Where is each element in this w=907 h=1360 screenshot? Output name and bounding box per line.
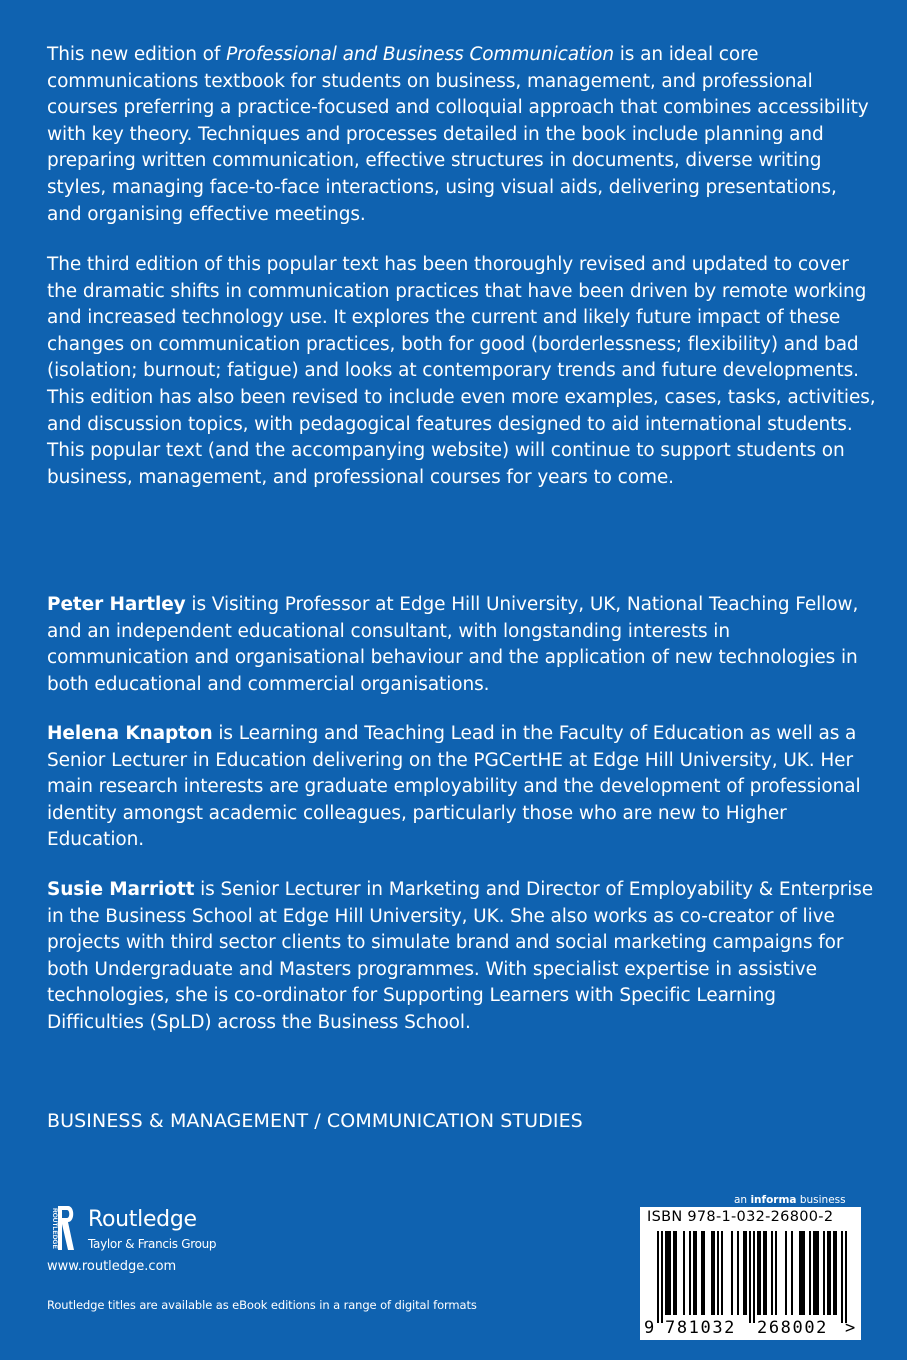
barcode-bar: [757, 1231, 759, 1315]
informa-suffix: business: [799, 1194, 846, 1206]
barcode-bar: [833, 1231, 835, 1315]
barcode-bar: [785, 1231, 787, 1315]
author-bio-text: is Learning and Teaching Lead in the Faculty of Education as well as a Senior Lecturer in Education delivering on the PGCertHE at Edge Hill University, UK. Her main research interests are graduate employability and the development of professional identity amongst academic colleagues, particularly those who are new to Higher Education.: [47, 723, 861, 851]
author-bio-text: is Visiting Professor at Edge Hill University, UK, National Teaching Fellow, and an independent educational consultant, with longstanding interests in communication and organisational behaviour and the application of new technologies in both educational and commercial organisations.: [47, 594, 859, 695]
svg-text:ROUTLEDGE: ROUTLEDGE: [51, 1208, 58, 1249]
isbn-barcode: [640, 1207, 861, 1340]
barcode-bar: [721, 1231, 723, 1315]
barcode-bar: [799, 1231, 801, 1315]
barcode-bar: [835, 1231, 837, 1315]
barcode-bar: [713, 1231, 715, 1315]
barcode-guard-bar: [841, 1231, 843, 1323]
barcode-bar: [801, 1231, 803, 1315]
barcode-bar: [669, 1231, 671, 1315]
publisher-website[interactable]: www.routledge.com: [47, 1259, 177, 1274]
barcode-bar: [803, 1231, 805, 1315]
informa-business-tag: [734, 1194, 846, 1206]
barcode-bar: [683, 1231, 685, 1315]
barcode-bar: [809, 1231, 811, 1315]
author-bio-hartley: [47, 592, 877, 698]
informa-brand: informa: [750, 1194, 797, 1206]
barcode-bar: [771, 1231, 773, 1315]
barcode-bar: [675, 1231, 677, 1315]
barcode-bar: [775, 1231, 777, 1315]
isbn-label: ISBN 978-1-032-26800-2: [647, 1209, 834, 1225]
barcode-bar: [791, 1231, 793, 1315]
ebook-note: Routledge titles are available as eBook editions in a range of digital formats: [47, 1298, 477, 1312]
barcode-bar: [673, 1231, 675, 1315]
author-bio-text: is Senior Lecturer in Marketing and Director of Employability & Enterprise in the Business School at Edge Hill University, UK. She also works as co-creator of live projects with third sector clients to simulate brand and social marketing campaigns for both Undergraduate and Masters programmes. With specialist expertise in assistive technologies, she is co-ordinator for Supporting Learners with Specific Learning Difficulties (SpLD) across the Business School.: [47, 879, 874, 1033]
author-name: Susie Marriott: [47, 879, 195, 900]
barcode-bar: [829, 1231, 831, 1315]
barcode-bar: [763, 1231, 765, 1315]
publisher-name: Routledge: [88, 1207, 197, 1232]
barcode-bar: [731, 1231, 733, 1315]
barcode-bar: [667, 1231, 669, 1315]
barcode-bar: [701, 1231, 703, 1315]
barcode-bar: [817, 1231, 819, 1315]
barcode-lead-digit: 9: [644, 1318, 655, 1338]
publisher-logo: [46, 1204, 246, 1256]
barcode-bar: [813, 1231, 815, 1315]
author-bio-marriott: [47, 877, 877, 1037]
barcode-bar: [759, 1231, 761, 1315]
description-body: is an ideal core communications textbook for students on business, management, and professional courses preferring a practice-focused and colloquial approach that combines accessibility with key theory. Techniques and processes detailed in the book include planning and preparing written communication, effective structures in documents, diverse writing styles, managing face-to-face interactions, using visual aids, delivering presentations, and organising effective meetings.: [47, 44, 869, 225]
barcode-guard-bar: [661, 1231, 663, 1323]
routledge-logo-icon: [46, 1204, 76, 1254]
description-paragraph-2: [47, 252, 877, 491]
barcode-guard-bar: [845, 1231, 847, 1323]
description-lead: This new edition of: [47, 44, 227, 65]
barcode-bar: [745, 1231, 747, 1315]
barcode-bar: [827, 1231, 829, 1315]
barcode-bar: [737, 1231, 739, 1315]
author-name: Helena Knapton: [47, 723, 213, 744]
informa-prefix: an: [734, 1194, 748, 1206]
description-paragraph-1: [47, 42, 877, 228]
barcode-digits: [640, 1318, 861, 1340]
barcode-right-group: 268002: [757, 1318, 829, 1338]
author-bio-knapton: [47, 721, 877, 854]
barcode-guard-bar: [749, 1231, 751, 1323]
barcode-bar: [703, 1231, 705, 1315]
barcode-bar: [665, 1231, 667, 1315]
barcode-bar: [815, 1231, 817, 1315]
author-name: Peter Hartley: [47, 594, 186, 615]
barcode-bar: [743, 1231, 745, 1315]
barcode-guard-bar: [753, 1231, 755, 1323]
barcode-bars: [640, 1231, 861, 1323]
subject-category: BUSINESS & MANAGEMENT / COMMUNICATION STUDIES: [47, 1110, 583, 1132]
barcode-bar: [717, 1231, 719, 1315]
barcode-arrow: >: [845, 1318, 856, 1338]
barcode-guard-bar: [657, 1231, 659, 1323]
barcode-bar: [693, 1231, 695, 1315]
barcode-bar: [695, 1231, 697, 1315]
barcode-bar: [765, 1231, 767, 1315]
barcode-left-group: 781032: [665, 1318, 737, 1338]
description-paragraph-2-text: The third edition of this popular text has been thoroughly revised and updated to cover the dramatic shifts in communication practices that have been driven by remote working and increased technology use. It explores the current and likely future impact of these changes on communication practices, both for good (borderlessness; flexibility) and bad (isolation; burnout; fatigue) and looks at contemporary trends and future developments. This edition has also been revised to include even more examples, cases, tasks, activities, and discussion topics, with pedagogical features designed to aid international students. This popular text (and the accompanying website) will continue to support students on business, management, and professional courses for years to come.: [47, 254, 876, 488]
publisher-group: Taylor & Francis Group: [88, 1237, 217, 1251]
barcode-bar: [689, 1231, 691, 1315]
barcode-bar: [823, 1231, 825, 1315]
book-title: Professional and Business Communication: [226, 44, 614, 65]
barcode-bar: [711, 1231, 713, 1315]
